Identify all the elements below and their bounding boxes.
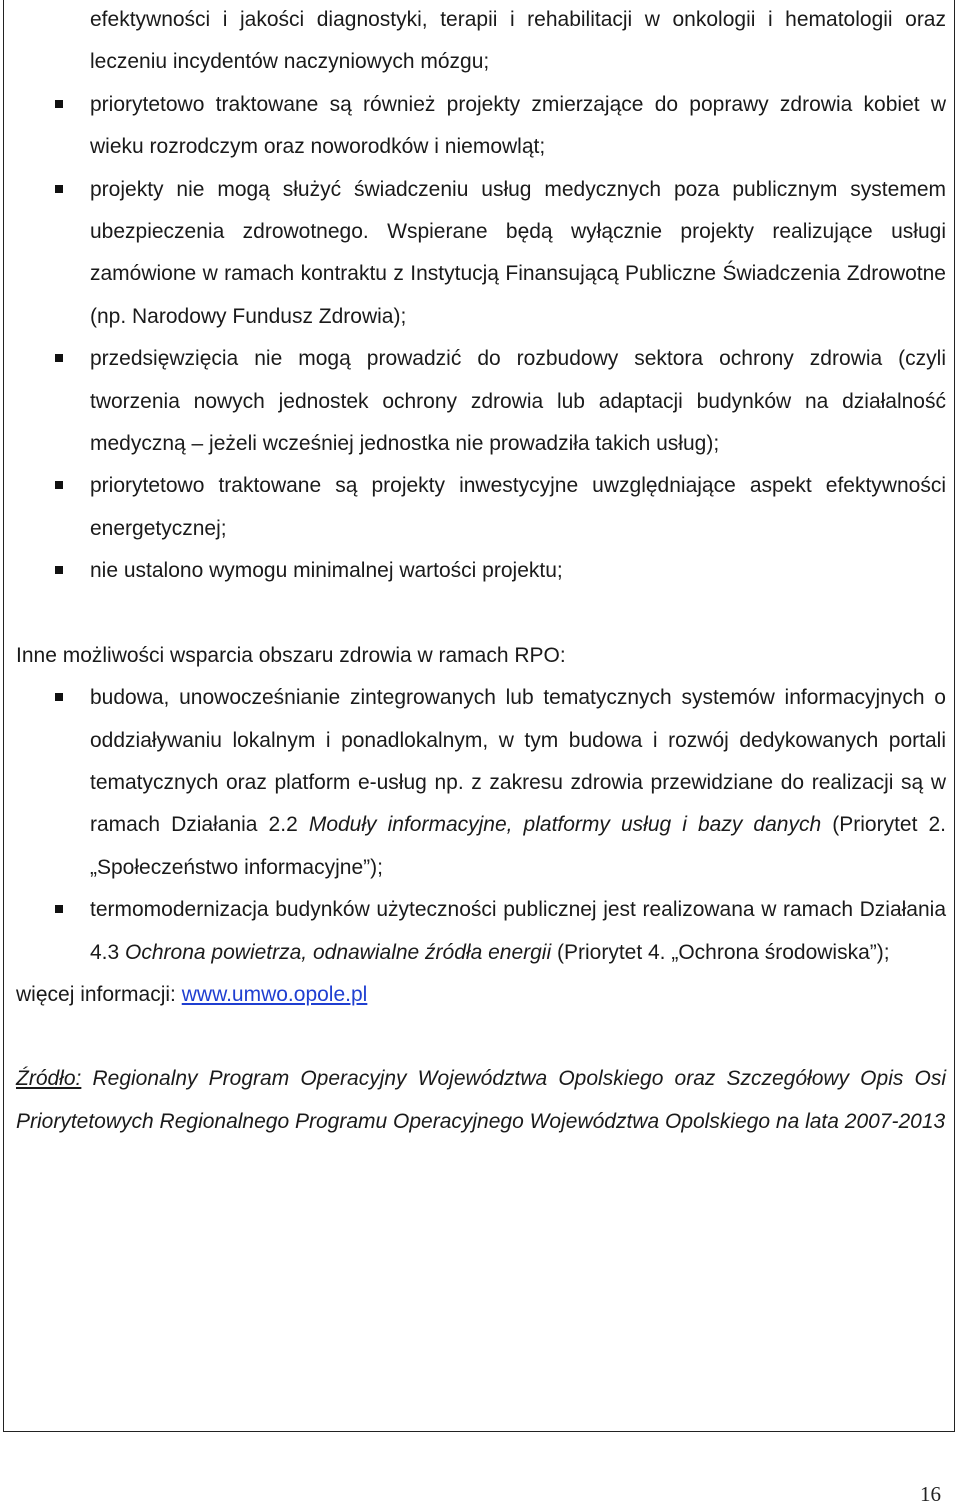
website-link[interactable]: www.umwo.opole.pl: [181, 982, 368, 1006]
action-title: Ochrona powietrza, odnawialne źródła energii: [125, 940, 552, 964]
list-item-text: nie ustalono wymogu minimalnej wartości projektu;: [90, 559, 563, 583]
square-bullet-icon: [55, 100, 63, 108]
square-bullet-icon: [55, 354, 63, 362]
list-item: [16, 550, 946, 592]
page-number: 16: [920, 1482, 941, 1506]
list-item-continuation: [16, 0, 946, 84]
list-item-text: priorytetowo traktowane są projekty inwestycyjne uwzględniające aspekt efektywności energetycznej;: [90, 474, 946, 540]
square-bullet-icon: [55, 185, 63, 193]
list-item: [16, 84, 946, 169]
list-item: [16, 338, 946, 465]
priority-reference: (Priorytet 2. „Społeczeństwo informacyjne”);: [90, 813, 947, 879]
priority-reference: (Priorytet 4. „Ochrona środowiska”);: [556, 940, 890, 964]
source-text: Regionalny Program Operacyjny Województwa Opolskiego oraz Szczegółowy Opis Osi Priorytetowych Regionalnego Programu Operacyjnego Województwa Opolskiego na lata 2007-2013: [16, 1067, 946, 1133]
source-label: Źródło:: [16, 1067, 82, 1091]
list-item-text: przedsięwzięcia nie mogą prowadzić do rozbudowy sektora ochrony zdrowia (czyli tworzenia nowych jednostek ochrony zdrowia lub adaptacji budynków na działalność medyczną – jeżeli wcześniej jednostka nie prowadziła takich usług);: [90, 347, 946, 456]
spacer: [16, 1016, 946, 1058]
square-bullet-icon: [55, 905, 63, 913]
square-bullet-icon: [55, 481, 63, 489]
square-bullet-icon: [55, 693, 63, 701]
document-body: [16, 0, 946, 1143]
list-item-text: priorytetowo traktowane są również projekty zmierzające do poprawy zdrowia kobiet w wieku rozrodczym oraz noworodków i niemowląt;: [90, 92, 946, 159]
more-info-label: więcej informacji:: [16, 982, 176, 1006]
action-title: Moduły informacyjne, platformy usług i bazy danych: [308, 813, 822, 837]
list-item: [16, 465, 946, 550]
list-item-text: termomodernizacja budynków użyteczności publicznej jest realizowana w ramach Działania 4.3: [90, 898, 946, 964]
more-info-line: [16, 974, 946, 1016]
list-item: [16, 169, 946, 339]
list-item-text: projekty nie mogą służyć świadczeniu usług medycznych poza publicznym systemem ubezpieczenia zdrowotnego. Wspierane będą wyłącznie projekty realizujące usługi zamówione w ramach kontraktu z Instytucją Finansującą Publiczne Świadczenia Zdrowotne (np. Narodowy Fundusz Zdrowia);: [90, 177, 946, 328]
square-bullet-icon: [55, 566, 63, 574]
list-item-text: efektywności i jakości diagnostyki, terapii i rehabilitacji w onkologii i hematologii oraz leczeniu incydentów naczyniowych mózgu;: [90, 8, 946, 74]
list-item: [16, 677, 946, 889]
list-item-text: budowa, unowocześnianie zintegrowanych lub tematycznych systemów informacyjnych o oddziaływaniu lokalnym i ponadlokalnym, w tym budowa i rozwój dedykowanych portali tematycznych oraz platform e-usług np. z zakresu zdrowia przewidziane do realizacji są w ramach Działania 2.2: [90, 686, 946, 837]
section-heading: Inne możliwości wsparcia obszaru zdrowia w ramach RPO:: [16, 643, 566, 667]
source-citation: [16, 1058, 946, 1143]
list-item: [16, 889, 946, 974]
spacer: [16, 593, 946, 635]
